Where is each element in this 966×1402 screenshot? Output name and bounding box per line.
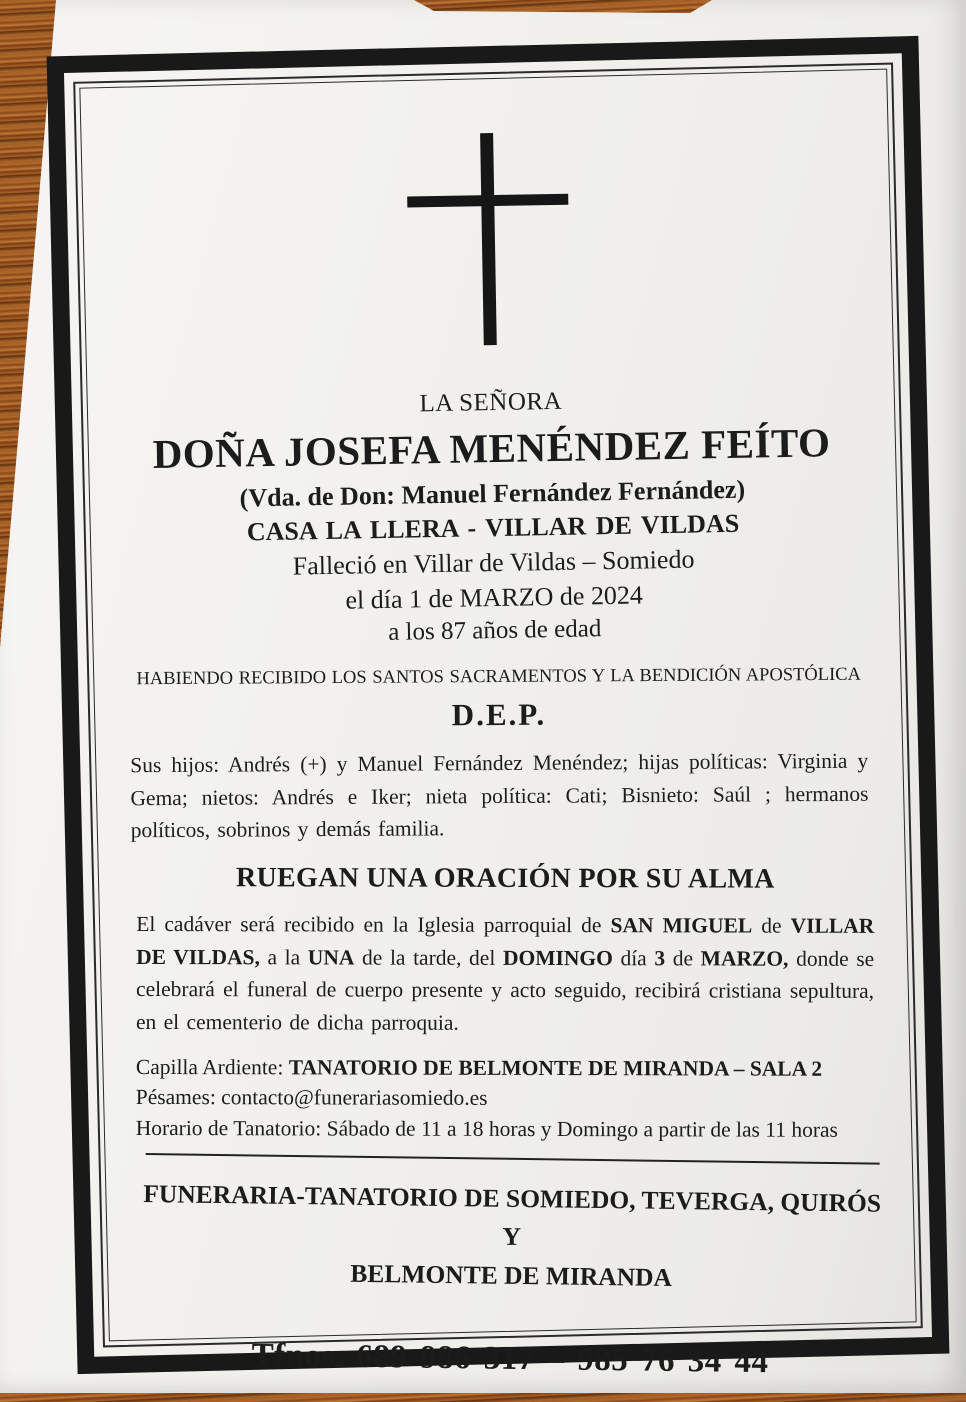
funeral-paragraph	[136, 908, 874, 1041]
funeral-segment: VILLAR DE VILDAS,	[136, 913, 875, 969]
house-line: CASA LA LLERA - VILLAR DE VILDAS	[246, 508, 740, 547]
age-line: a los 87 años de edad	[387, 615, 602, 646]
funeral-home-line2: BELMONTE DE MIRANDA	[350, 1258, 673, 1292]
funeral-segment: 3	[654, 945, 666, 971]
chapel-value: TANATORIO DE BELMONTE DE MIRANDA – SALA 2	[288, 1055, 823, 1081]
memorial-card-frame	[47, 36, 950, 1381]
funeral-segment: día	[612, 945, 655, 970]
funeral-segment: El cadáver será recibido en la Iglesia parroquial de	[136, 911, 611, 938]
card-content	[80, 70, 915, 1381]
phone-numbers: Tfnos. 689 986 317 – 985 76 34 44	[251, 1337, 769, 1381]
deceased-name: DOÑA JOSEFA MENÉNDEZ FEÍTO	[152, 419, 831, 477]
plea-heading: RUEGAN UNA ORACIÓN POR SU ALMA	[235, 862, 775, 895]
divider-line	[146, 1153, 880, 1165]
pretitle: LA SEÑORA	[419, 387, 563, 418]
funeral-segment: UNA	[307, 945, 355, 970]
death-date-line: el día 1 de MARZO de 2024	[345, 580, 644, 615]
practical-info	[136, 1052, 874, 1145]
condolences-label: Pésames:	[135, 1085, 222, 1110]
dep-abbreviation: D.E.P.	[451, 696, 547, 733]
schedule-line: Horario de Tanatorio: Sábado de 11 a 18 horas y Domingo a partir de las 11 horas	[135, 1115, 838, 1142]
widow-of-line: (Vda. de Don: Manuel Fernández Fernández)	[239, 474, 746, 513]
sacraments-block	[130, 665, 869, 848]
sacraments-line: HABIENDO RECIBIDO LOS SANTOS SACRAMENTOS Y LA BENDICIÓN APOSTÓLICA	[136, 664, 861, 690]
funeral-segment: a la	[259, 944, 308, 970]
funeral-segment: SAN MIGUEL	[610, 913, 753, 938]
condolences-line	[136, 1082, 874, 1114]
inner-border-inner-line	[79, 69, 916, 1381]
chapel-line	[136, 1052, 874, 1084]
condolences-email: contacto@funerariasomiedo.es	[221, 1085, 488, 1111]
inner-border-outer-line	[73, 63, 923, 1381]
family-paragraph: Sus hijos: Andrés (+) y Manuel Fernández Menéndez; hijas políticas: Virginia y Gema; nietos: Andrés e Iker; nieta política: Cati; Bisnieto: Saúl ; hermanos políticos, sobrinos y demás familia.	[130, 748, 869, 843]
funeral-home-block	[141, 1153, 882, 1382]
funeral-segment: DOMINGO	[502, 945, 613, 970]
funeral-segment: de	[752, 913, 791, 938]
header-block	[117, 127, 864, 652]
chapel-label: Capilla Ardiente:	[135, 1054, 289, 1080]
funeral-segment: de	[665, 946, 701, 971]
death-place-line: Falleció en Villar de Vildas – Somiedo	[292, 544, 695, 581]
funeral-home-name	[142, 1175, 881, 1299]
funeral-segment: donde se celebrará el funeral de cuerpo presente y acto seguido, recibirá cristiana sepultura, en el cementerio de dicha parroquia.	[135, 946, 875, 1035]
funeral-home-line1: FUNERARIA-TANATORIO DE SOMIEDO, TEVERGA, QUIRÓS Y	[143, 1179, 882, 1252]
funeral-block	[136, 862, 875, 1145]
funeral-segment: de la tarde, del	[354, 945, 503, 970]
cross-icon	[480, 133, 497, 345]
funeral-segment: MARZO,	[700, 946, 789, 971]
